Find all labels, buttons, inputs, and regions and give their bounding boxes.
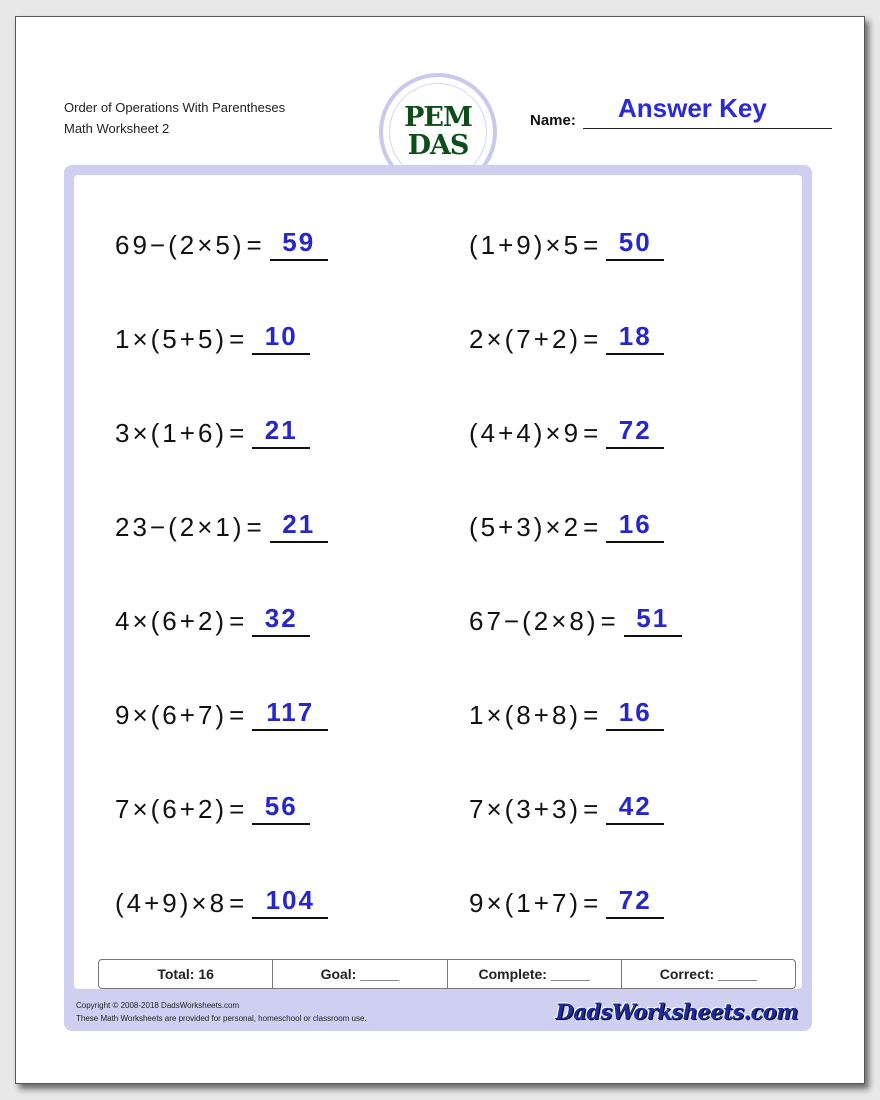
- answer-blank: 72: [606, 885, 664, 919]
- title-line-2: Math Worksheet 2: [64, 121, 170, 136]
- problems-area: [74, 175, 802, 989]
- problem-left-4: [115, 503, 328, 543]
- title-line-1: Order of Operations With Parentheses: [64, 100, 286, 115]
- problem-expression: 3×(1+6): [115, 418, 228, 448]
- problem-right-7: [469, 785, 664, 825]
- problem-left-5: [115, 597, 310, 637]
- equals-sign: =: [583, 512, 599, 542]
- problem-expression: (4+9)×8: [115, 888, 228, 918]
- equals-sign: =: [229, 606, 245, 636]
- problem-expression: (4+4)×9: [469, 418, 582, 448]
- answer-blank: 56: [252, 791, 310, 825]
- problem-right-4: [469, 503, 664, 543]
- problem-expression: 4×(6+2): [115, 606, 228, 636]
- equals-sign: =: [229, 700, 245, 730]
- answer-blank: 16: [606, 697, 664, 731]
- answer-blank: 72: [606, 415, 664, 449]
- problem-expression: 7×(6+2): [115, 794, 228, 824]
- problem-right-3: [469, 409, 664, 449]
- name-underline: [583, 128, 832, 129]
- equals-sign: =: [246, 512, 262, 542]
- problems-frame: [64, 165, 812, 1031]
- goal-cell: Goal: _____: [273, 960, 447, 988]
- problem-right-8: [469, 879, 664, 919]
- problem-right-2: [469, 315, 664, 355]
- logo-line-2: DAS: [407, 130, 469, 161]
- answer-blank: 51: [624, 603, 682, 637]
- problem-expression: 2×(7+2): [469, 324, 582, 354]
- problem-right-5: [469, 597, 682, 637]
- answer-blank: 10: [252, 321, 310, 355]
- answer-key-label: Answer Key: [618, 93, 767, 123]
- problem-expression: (1+9)×5: [469, 230, 582, 260]
- equals-sign: =: [583, 888, 599, 918]
- equals-sign: =: [583, 324, 599, 354]
- problem-expression: 23−(2×1): [115, 512, 245, 542]
- problem-expression: 9×(1+7): [469, 888, 582, 918]
- equals-sign: =: [229, 324, 245, 354]
- problem-left-7: [115, 785, 310, 825]
- copyright-line-2: These Math Worksheets are provided for personal, homeschool or classroom use.: [76, 1014, 367, 1023]
- problem-left-2: [115, 315, 310, 355]
- worksheet-page: [15, 16, 865, 1084]
- equals-sign: =: [246, 230, 262, 260]
- equals-sign: =: [229, 794, 245, 824]
- problem-expression: 1×(5+5): [115, 324, 228, 354]
- equals-sign: =: [583, 794, 599, 824]
- equals-sign: =: [600, 606, 616, 636]
- copyright-line-1: Copyright © 2008-2018 DadsWorksheets.com: [76, 1001, 240, 1010]
- answer-blank: 42: [606, 791, 664, 825]
- correct-cell: Correct: _____: [659, 966, 758, 982]
- problem-expression: 67−(2×8): [469, 606, 599, 636]
- answer-blank: 59: [270, 227, 328, 261]
- problem-left-6: [115, 691, 328, 731]
- equals-sign: =: [583, 700, 599, 730]
- equals-sign: =: [229, 418, 245, 448]
- complete-cell: Complete: _____: [448, 960, 622, 988]
- problem-left-8: [115, 879, 328, 919]
- answer-blank: 18: [606, 321, 664, 355]
- problem-left-1: [115, 221, 328, 261]
- total-cell: Total: 16: [99, 960, 273, 988]
- answer-blank: 21: [270, 509, 328, 543]
- answer-blank: 16: [606, 509, 664, 543]
- problem-expression: (5+3)×2: [469, 512, 582, 542]
- worksheet-title: [64, 97, 285, 139]
- problem-expression: 7×(3+3): [469, 794, 582, 824]
- equals-sign: =: [229, 888, 245, 918]
- answer-blank: 32: [252, 603, 310, 637]
- problem-left-3: [115, 409, 310, 449]
- problem-expression: 9×(6+7): [115, 700, 228, 730]
- problem-right-6: [469, 691, 664, 731]
- logo-line-1: PEM: [404, 102, 472, 133]
- equals-sign: =: [583, 418, 599, 448]
- answer-blank: 117: [252, 697, 328, 731]
- problem-right-1: [469, 221, 664, 261]
- problem-expression: 69−(2×5): [115, 230, 245, 260]
- score-table: [98, 959, 796, 989]
- brand-logo: DadsWorksheets.com: [555, 999, 798, 1024]
- problem-expression: 1×(8+8): [469, 700, 582, 730]
- equals-sign: =: [583, 230, 599, 260]
- answer-blank: 50: [606, 227, 664, 261]
- answer-blank: 21: [252, 415, 310, 449]
- copyright-notice: [76, 999, 367, 1025]
- name-label: Name:: [530, 112, 576, 129]
- answer-blank: 104: [252, 885, 328, 919]
